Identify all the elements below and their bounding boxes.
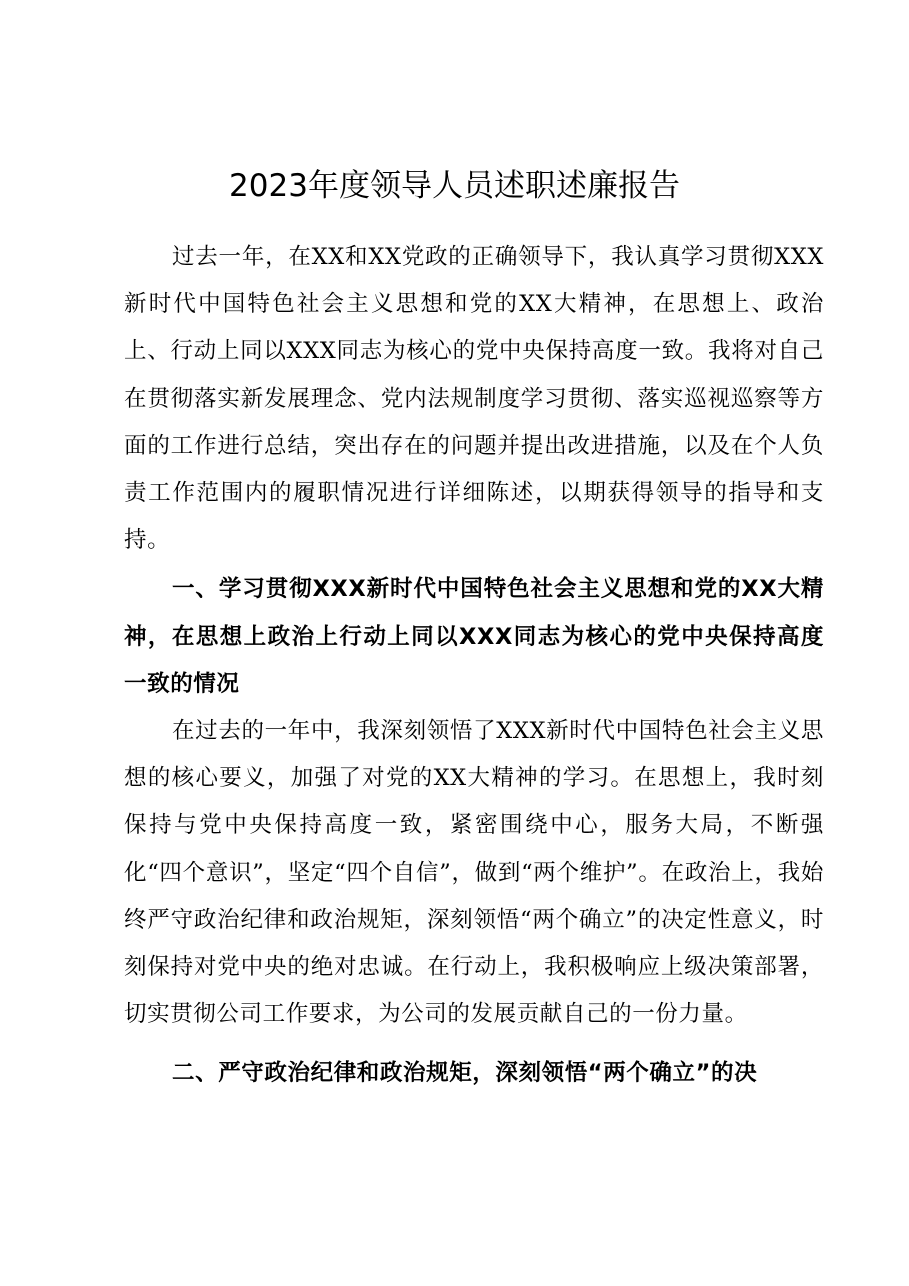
section-heading-2: 二、严守政治纪律和政治规矩，深刻领悟“两个确立”的决 xyxy=(172,1060,758,1087)
document-title: 2023年度领导人员述职述廉报告 xyxy=(229,168,680,204)
document-body xyxy=(124,234,824,1098)
section-heading-1: 一、学习贯彻XXX新时代中国特色社会主义思想和党的XX大精神，在思想上政治上行动上同以XXX同志为核心的党中央保持高度一致的情况 xyxy=(124,576,824,697)
intro-paragraph: 过去一年，在XX和XX党政的正确领导下，我认真学习贯彻XXX新时代中国特色社会主义思想和党的XX大精神，在思想上、政治上、行动上同以XXX同志为核心的党中央保持高度一致。我将对自己在贯彻落实新发展理念、党内法规制度学习贯彻、落实巡视巡察等方面的工作进行总结，突出存在的问题并提出改进措施，以及在个人负责工作范围内的履职情况进行详细陈述，以期获得领导的指导和支持。 xyxy=(124,244,824,554)
section-1-paragraph: 在过去的一年中，我深刻领悟了XXX新时代中国特色社会主义思想的核心要义，加强了对党的XX大精神的学习。在思想上，我时刻保持与党中央保持高度一致，紧密围绕中心，服务大局，不断强化“四个意识”，坚定“四个自信”，做到“两个维护”。在政治上，我始终严守政治纪律和政治规矩，深刻领悟“两个确立”的决定性意义，时刻保持对党中央的绝对忠诚。在行动上，我积极响应上级决策部署，切实贯彻公司工作要求，为公司的发展贡献自己的一份力量。 xyxy=(124,718,824,1028)
